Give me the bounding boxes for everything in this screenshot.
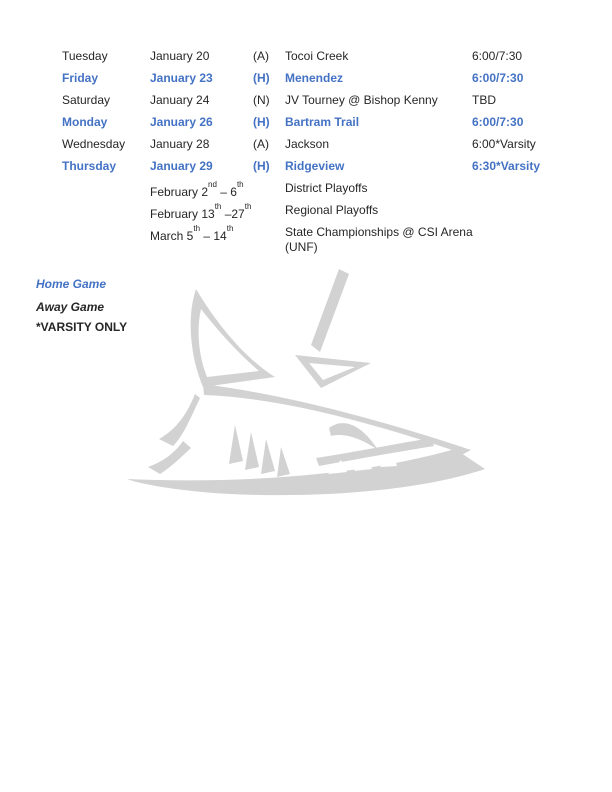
ordinal-suffix: th [193,224,201,233]
date-cell: January 24 [150,93,210,107]
day-cell: Tuesday [62,49,108,63]
shark-logo-watermark [123,266,487,498]
event-cell-line2: (UNF) [285,240,318,254]
schedule-row [0,71,612,87]
playoff-row-wrap [0,240,612,256]
time-cell: 6:00/7:30 [472,49,523,63]
ordinal-suffix: nd [208,180,217,189]
ordinal-suffix: th [214,202,222,211]
date-cell: January 20 [150,49,210,63]
schedule-row [0,115,612,131]
day-cell: Wednesday [62,137,126,151]
date-cell: January 26 [150,115,213,129]
venue-cell: (H) [253,115,270,129]
playoff-row [0,181,612,197]
event-cell: District Playoffs [285,181,368,195]
playoff-row [0,203,612,219]
time-cell: 6:00/7:30 [472,115,524,129]
ordinal-suffix: th [226,224,234,233]
date-text: February 13 [150,207,215,221]
opponent-cell: JV Tourney @ Bishop Kenny [285,93,438,107]
venue-cell: (H) [253,159,270,173]
time-cell: 6:00/7:30 [472,71,524,85]
opponent-cell: Bartram Trail [285,115,360,129]
date-text: February 2 [150,185,209,199]
venue-cell: (H) [253,71,270,85]
legend-away-game: Away Game [36,300,105,314]
ordinal-suffix: th [236,180,244,189]
date-text: – 14 [200,229,227,243]
time-cell: TBD [472,93,496,107]
venue-cell: (N) [253,93,270,107]
day-cell: Friday [62,71,99,85]
schedule-row [0,159,612,175]
playoff-row [0,225,612,241]
date-cell: January 28 [150,137,210,151]
date-cell [150,181,244,200]
day-cell: Thursday [62,159,117,173]
schedule-row [0,93,612,109]
time-cell: 6:00*Varsity [472,137,536,151]
event-cell: State Championships @ CSI Arena [285,225,473,239]
venue-cell: (A) [253,137,269,151]
legend-home-game: Home Game [36,277,107,291]
schedule-row [0,137,612,153]
opponent-cell: Tocoi Creek [285,49,349,63]
date-cell [150,203,251,222]
date-cell: January 23 [150,71,213,85]
ordinal-suffix: th [244,202,252,211]
date-text: – 6 [216,185,237,199]
opponent-cell: Ridgeview [285,159,345,173]
legend-varsity-note: *VARSITY ONLY [36,320,128,334]
schedule-row [0,49,612,65]
date-text: –27 [221,207,245,221]
date-text: March 5 [150,229,194,243]
day-cell: Monday [62,115,108,129]
date-cell: January 29 [150,159,213,173]
day-cell: Saturday [62,93,111,107]
time-cell: 6:30*Varsity [472,159,541,173]
opponent-cell: Jackson [285,137,330,151]
venue-cell: (A) [253,49,269,63]
opponent-cell: Menendez [285,71,344,85]
event-cell: Regional Playoffs [285,203,379,217]
